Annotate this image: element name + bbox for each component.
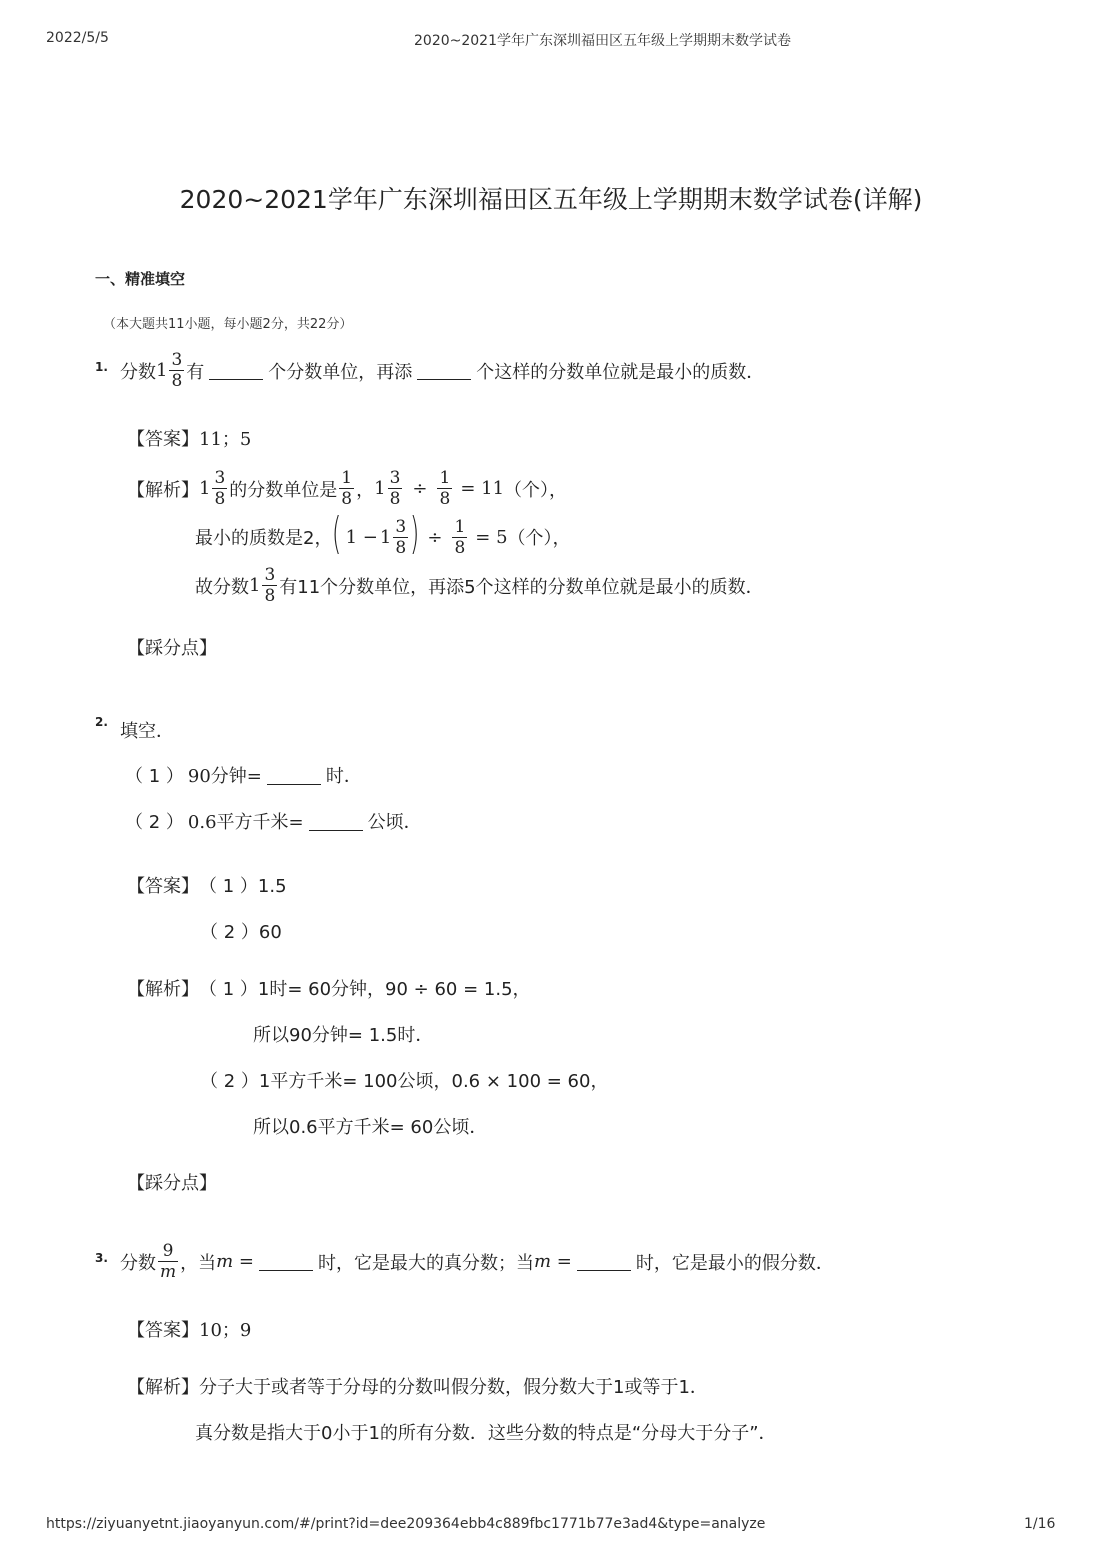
analysis-label: 【解析】 bbox=[127, 479, 199, 501]
sub-question: （ 2 ） 0.6平方千米= 公顷． bbox=[125, 812, 422, 833]
answer-label: 【答案】 bbox=[127, 1320, 199, 1341]
analysis-row: 【解析】 分子大于或者等于分母的分数叫假分数，假分数大于1或等于1． bbox=[127, 1373, 708, 1399]
analysis-label: 【解析】 bbox=[127, 979, 199, 1000]
answer-blank[interactable] bbox=[417, 361, 471, 380]
analysis-line: 所以90分钟= 1.5时． bbox=[253, 1025, 434, 1046]
fraction: $\frac{1}{8}$ bbox=[439, 468, 451, 509]
answer-value: （ 2 ）60 bbox=[200, 922, 282, 943]
analysis-label: 【解析】 bbox=[127, 1377, 199, 1398]
page-number: 1/16 bbox=[1024, 1516, 1056, 1532]
fraction: $\frac{3}{8}$ bbox=[214, 468, 226, 509]
answer-value: （ 1 ）1.5 bbox=[199, 876, 287, 897]
analysis-line: 真分数是指大于0小于1的所有分数．这些分数的特点是“分母大于分子”． bbox=[195, 1423, 777, 1444]
footer-url[interactable]: https://ziyuanyetnt.jiaoyanyun.com/#/print?id=dee209364ebb4c889fbc1771b77e3ad4&type=analyze bbox=[46, 1516, 766, 1532]
analysis-row: 【解析】 （ 1 ）1时= 60分钟，90 ÷ 60 = 1.5， bbox=[127, 975, 531, 1001]
question-1-stem: 分数 1 $\frac{3}{8}$ 有 个分数单位，再添 个这样的分数单位就是最小的质数． bbox=[120, 350, 765, 391]
analysis-line: 所以0.6平方千米= 60公顷． bbox=[253, 1117, 488, 1138]
scoring-points-label: 【踩分点】 bbox=[127, 1173, 217, 1194]
fraction: $\frac{3}{8}$ bbox=[395, 516, 407, 558]
answer-blank[interactable] bbox=[209, 361, 263, 380]
answer-row bbox=[127, 425, 251, 451]
sub-question: （ 1 ） 90分钟= 时． bbox=[125, 766, 362, 787]
section-note: （本大题共11小题，每小题2分，共22分） bbox=[103, 317, 353, 332]
answer-blank[interactable] bbox=[577, 1252, 631, 1271]
answer-label: 【答案】 bbox=[127, 876, 199, 897]
answer-row bbox=[127, 1316, 251, 1342]
answer-blank[interactable] bbox=[267, 766, 321, 785]
question-3-stem: 分数 $\frac{9}{m}$ ，当 m = 时，它是最大的真分数；当 m = 时，它是最小的假分数． bbox=[120, 1241, 834, 1282]
analysis-line: 故分数 1 $\frac{3}{8}$ 有11个分数单位，再添5个这样的分数单位就是最小的质数． bbox=[195, 565, 764, 606]
document-title: 2020~2021学年广东深圳福田区五年级上学期期末数学试卷(详解) bbox=[179, 185, 923, 214]
answer-blank[interactable] bbox=[259, 1252, 313, 1271]
analysis-row: 【解析】 1 $\frac{3}{8}$ 的分数单位是 $\frac{1}{8}$ ， 1 $\frac{3}{8}$ ÷ $\frac{1}{8}$ = 11 （个）， bbox=[127, 468, 568, 509]
answer-blank[interactable] bbox=[309, 812, 363, 831]
print-header-title: 2020~2021学年广东深圳福田区五年级上学期期末数学试卷 bbox=[414, 33, 791, 49]
scoring-points-label: 【踩分点】 bbox=[127, 638, 217, 659]
fraction: $\frac{9}{m}$ bbox=[160, 1241, 177, 1282]
answer-row bbox=[127, 872, 287, 898]
print-date: 2022/5/5 bbox=[46, 30, 109, 46]
analysis-line: （ 2 ）1平方千米= 100公顷，0.6 × 100 = 60， bbox=[200, 1071, 609, 1092]
answer-label: 【答案】 bbox=[127, 429, 199, 450]
right-paren-icon: ) bbox=[410, 508, 420, 559]
fraction: $\frac{3}{8}$ bbox=[171, 350, 183, 391]
question-number: 2. bbox=[95, 715, 108, 729]
question-number: 3. bbox=[95, 1251, 108, 1265]
answer-value: 11；5 bbox=[199, 429, 252, 450]
left-paren-icon: ( bbox=[332, 508, 342, 559]
section-title: 一、精准填空 bbox=[95, 270, 186, 288]
fraction: $\frac{1}{8}$ bbox=[454, 516, 466, 558]
fraction: $\frac{3}{8}$ bbox=[264, 565, 276, 606]
answer-value: 10；9 bbox=[199, 1320, 252, 1341]
fraction: $\frac{1}{8}$ bbox=[341, 468, 353, 509]
question-2-stem: 填空． bbox=[120, 721, 174, 742]
question-number: 1. bbox=[95, 360, 108, 374]
fraction: $\frac{3}{8}$ bbox=[389, 468, 401, 509]
analysis-line: 最小的质数是2， ( 1 − 1 $\frac{3}{8}$ ) ÷ $\frac{1}{8}$ = 5 （个）， bbox=[195, 508, 571, 559]
